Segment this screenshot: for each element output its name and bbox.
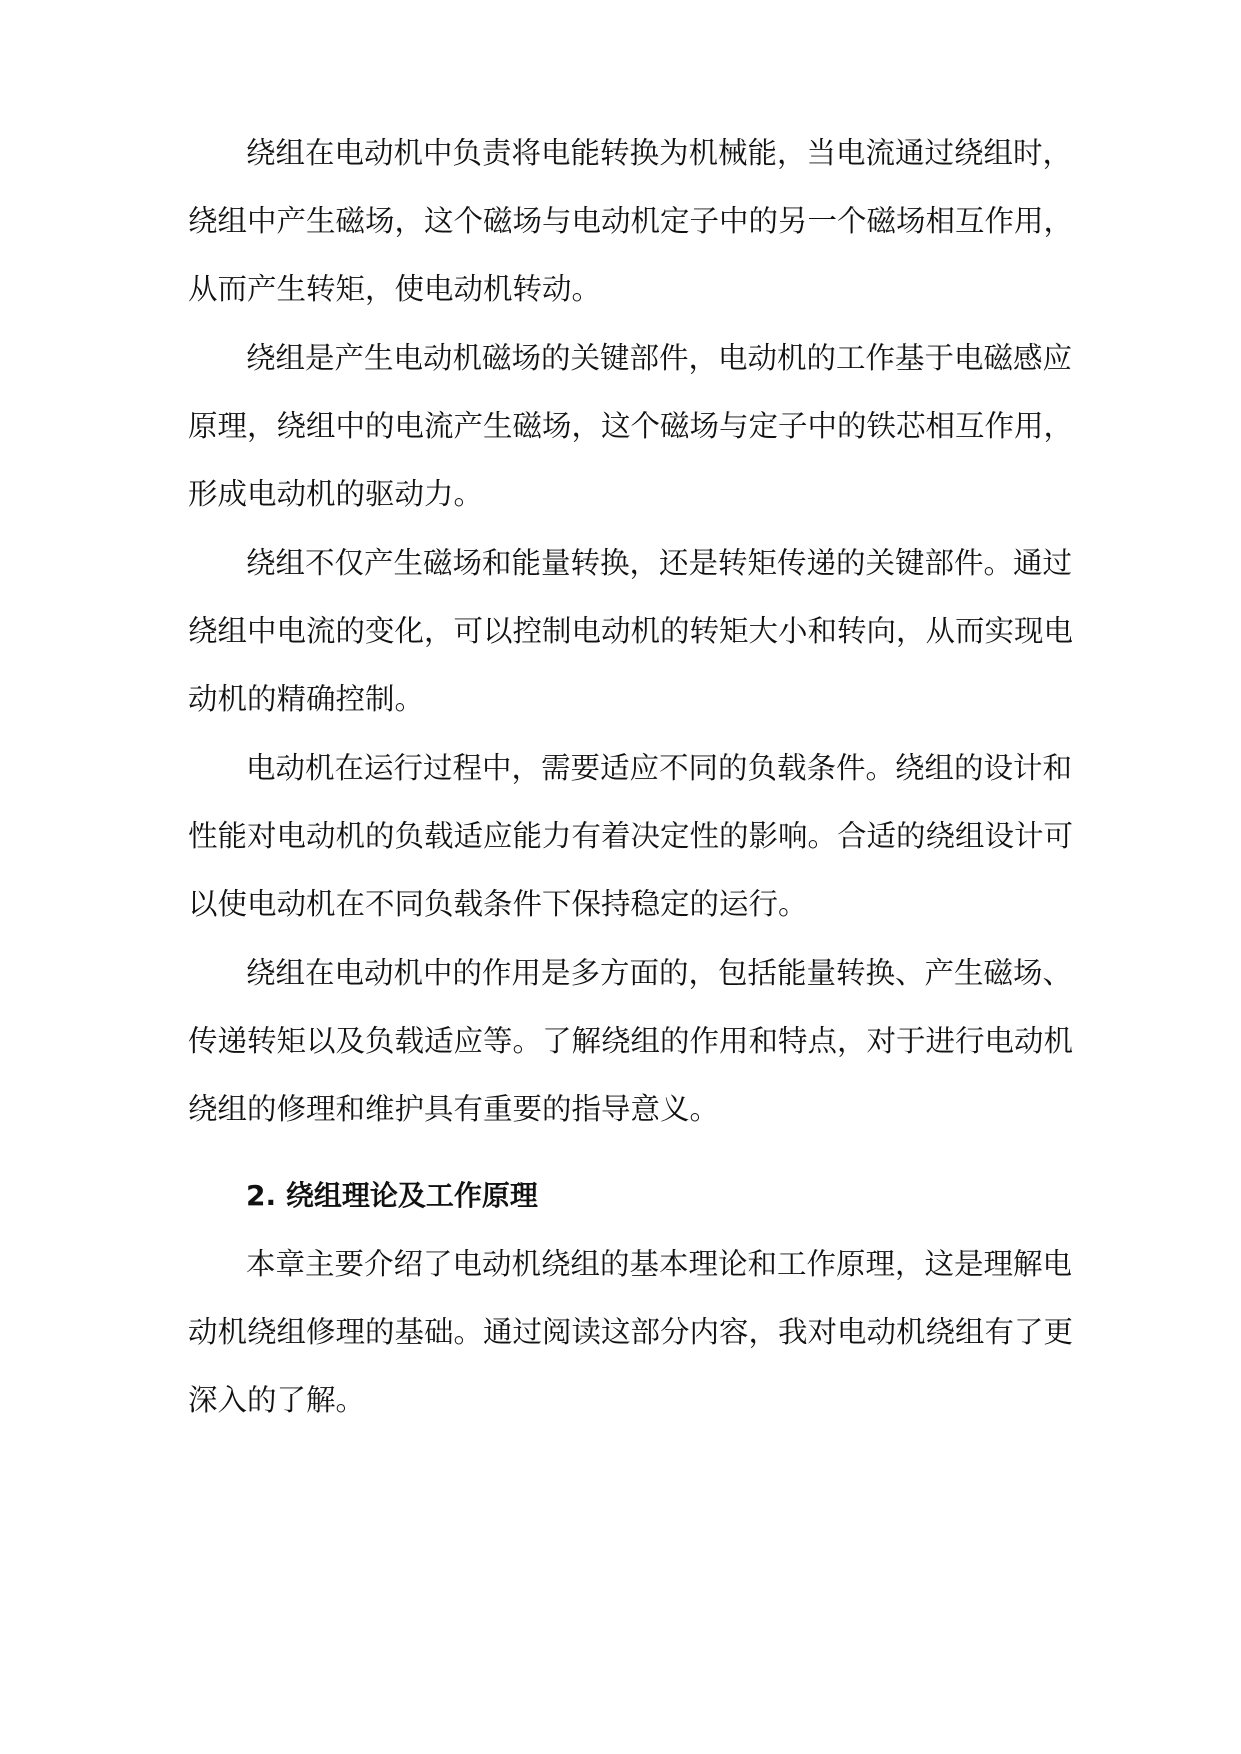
paragraph-4-line-2: 性能对电动机的负载适应能力有着决定性的影响。合适的绕组设计可 [188, 819, 1074, 853]
paragraph-3-line-2: 绕组中电流的变化，可以控制电动机的转矩大小和转向，从而实现电 [188, 614, 1074, 648]
paragraph-1-line-3: 从而产生转矩，使电动机转动。 [188, 272, 602, 306]
paragraph-4-line-1: 电动机在运行过程中，需要适应不同的负载条件。绕组的设计和 [246, 751, 1073, 785]
paragraph-1-line-1: 绕组在电动机中负责将电能转换为机械能，当电流通过绕组时， [246, 136, 1073, 170]
paragraph-2-line-3: 形成电动机的驱动力。 [188, 477, 484, 511]
paragraph-3-line-3: 动机的精确控制。 [188, 682, 425, 716]
paragraph-1-line-2: 绕组中产生磁场，这个磁场与电动机定子中的另一个磁场相互作用， [188, 204, 1074, 238]
paragraph-5-line-2: 传递转矩以及负载适应等。了解绕组的作用和特点，对于进行电动机 [188, 1024, 1074, 1058]
paragraph-2-line-1: 绕组是产生电动机磁场的关键部件，电动机的工作基于电磁感应 [246, 341, 1073, 375]
intro-paragraph-line-3: 深入的了解。 [188, 1383, 366, 1417]
intro-paragraph-line-2: 动机绕组修理的基础。通过阅读这部分内容，我对电动机绕组有了更 [188, 1315, 1074, 1349]
intro-paragraph-line-1: 本章主要介绍了电动机绕组的基本理论和工作原理，这是理解电 [246, 1247, 1073, 1281]
section-heading: 2. 绕组理论及工作原理 [246, 1179, 538, 1212]
paragraph-5-line-3: 绕组的修理和维护具有重要的指导意义。 [188, 1092, 720, 1126]
paragraph-3-line-1: 绕组不仅产生磁场和能量转换，还是转矩传递的关键部件。通过 [246, 546, 1073, 580]
paragraph-5-line-1: 绕组在电动机中的作用是多方面的，包括能量转换、产生磁场、 [246, 956, 1073, 990]
paragraph-4-line-3: 以使电动机在不同负载条件下保持稳定的运行。 [188, 887, 808, 921]
paragraph-2-line-2: 原理，绕组中的电流产生磁场，这个磁场与定子中的铁芯相互作用， [188, 409, 1074, 443]
